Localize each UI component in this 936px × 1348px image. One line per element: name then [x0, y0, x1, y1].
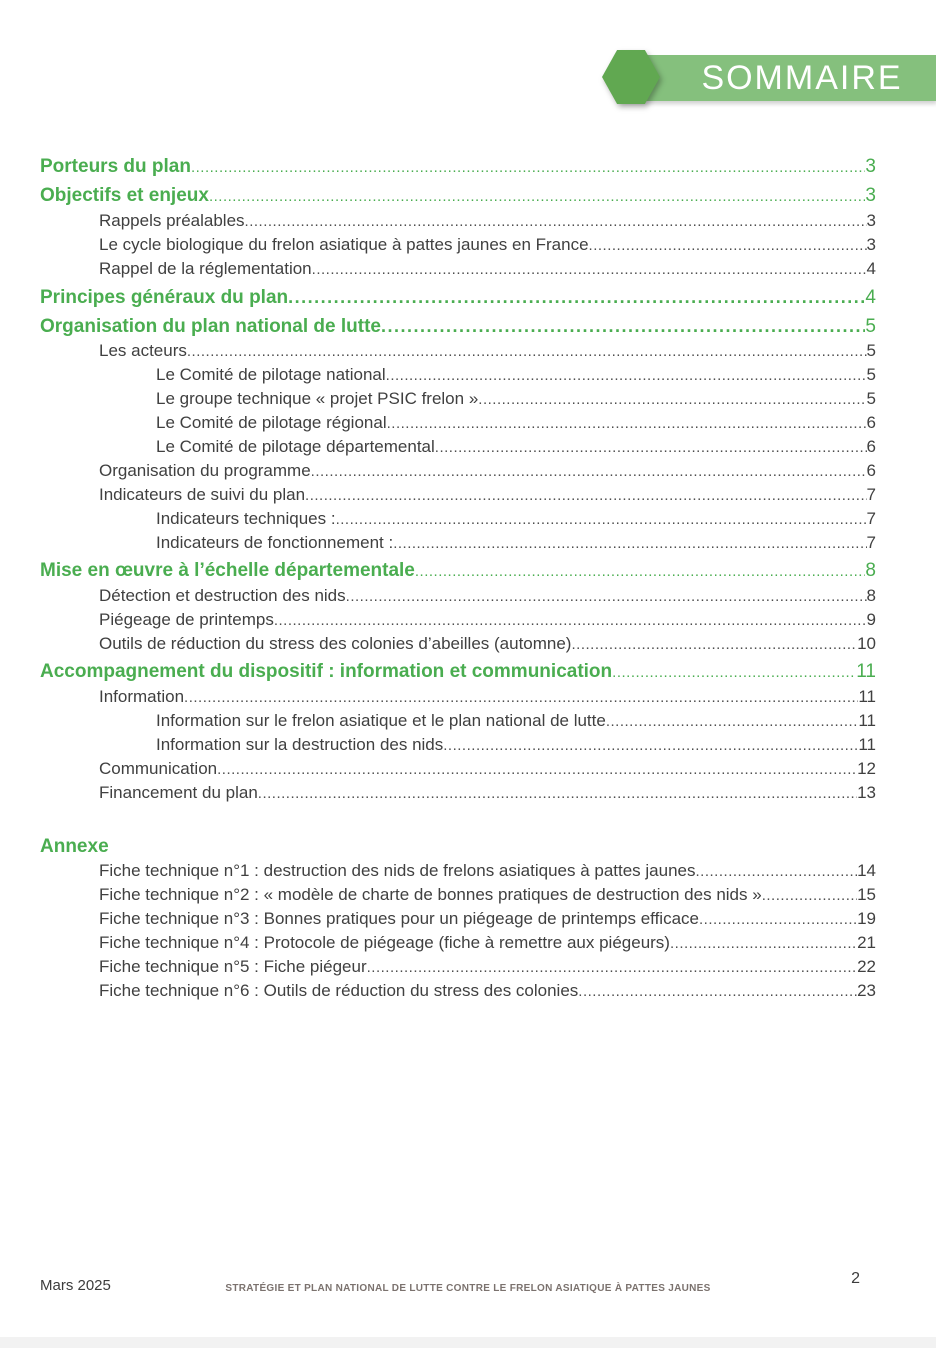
- toc-leader-dots: [274, 609, 867, 632]
- toc-entry-label: Fiche technique n°4 : Protocole de piégeage (fiche à remettre aux piégeurs): [99, 933, 670, 952]
- toc-entry[interactable]: [40, 859, 876, 883]
- toc-entry-label: Fiche technique n°6 : Outils de réduction du stress des colonies: [99, 981, 579, 1000]
- toc-leader-dots: [288, 285, 865, 309]
- toc-entry[interactable]: [40, 387, 876, 411]
- toc-entry-page: 11: [858, 687, 876, 706]
- toc-entry-page: 5: [865, 316, 876, 337]
- toc-entry-label: Rappels préalables: [99, 211, 245, 230]
- toc-entry[interactable]: [40, 155, 876, 180]
- toc-entry-page: 7: [866, 485, 876, 504]
- hexagon-shape: [602, 50, 660, 104]
- toc-entry-label: Le Comité de pilotage national: [156, 365, 386, 384]
- toc-leader-dots: [699, 908, 857, 931]
- toc-entry-page: 8: [866, 586, 876, 605]
- toc-entry[interactable]: [40, 685, 876, 709]
- toc-entry-page: 7: [866, 509, 876, 528]
- toc-entry[interactable]: [40, 184, 876, 209]
- toc-leader-dots: [217, 758, 857, 781]
- toc-entry-label: Rappel de la réglementation: [99, 259, 312, 278]
- toc-entry-label: Porteurs du plan: [40, 156, 191, 177]
- toc-entry-label: Organisation du plan national de lutte: [40, 316, 381, 337]
- toc-entry-label: Le cycle biologique du frelon asiatique à pattes jaunes en France: [99, 235, 589, 254]
- toc-entry[interactable]: [40, 955, 876, 979]
- toc-entry-label: Objectifs et enjeux: [40, 185, 209, 206]
- toc-entry[interactable]: [40, 314, 876, 339]
- toc-entry-page: 5: [866, 341, 876, 360]
- toc-entry-page: 10: [857, 634, 876, 653]
- toc-leader-dots: [589, 234, 867, 257]
- toc-leader-dots: [443, 734, 858, 757]
- hexagon-icon: [602, 50, 660, 104]
- toc-entry-page: 9: [866, 610, 876, 629]
- toc-entry-label: Outils de réduction du stress des colonies d’abeilles (automne): [99, 634, 572, 653]
- toc-entry-page: 3: [866, 211, 876, 230]
- toc-entry-page: 14: [857, 861, 876, 880]
- footer-date: Mars 2025: [40, 1277, 111, 1294]
- toc-entry-page: 6: [866, 461, 876, 480]
- toc-entry-page: 4: [866, 259, 876, 278]
- toc-entry-page: 4: [865, 287, 876, 308]
- toc-entry-page: 11: [856, 661, 876, 682]
- toc-leader-dots: [336, 508, 867, 531]
- toc-entry-page: 11: [858, 735, 876, 754]
- toc-entry-page: 3: [866, 235, 876, 254]
- toc-leader-dots: [184, 686, 858, 709]
- toc-leader-dots: [696, 860, 858, 883]
- toc-entry[interactable]: [40, 435, 876, 459]
- toc-entry-label: Accompagnement du dispositif : information et communication: [40, 661, 613, 682]
- toc-leader-dots: [311, 460, 867, 483]
- toc-leader-dots: [435, 436, 867, 459]
- toc-leader-dots: [305, 484, 867, 507]
- page-title: SOMMAIRE: [701, 58, 903, 97]
- toc-entry[interactable]: [40, 531, 876, 555]
- toc-leader-dots: [386, 364, 867, 387]
- toc-leader-dots: [367, 956, 857, 979]
- toc-leader-dots: [571, 633, 857, 656]
- toc-entry-label: Annexe: [40, 836, 109, 857]
- toc-entry[interactable]: [40, 733, 876, 757]
- toc-leader-dots: [387, 412, 867, 435]
- toc: [40, 151, 876, 1003]
- toc-entry-page: 15: [857, 885, 876, 904]
- toc-entry[interactable]: [40, 285, 876, 310]
- toc-entry[interactable]: [40, 559, 876, 584]
- toc-entry-page: 13: [857, 783, 876, 802]
- toc-entry-label: Fiche technique n°5 : Fiche piégeur: [99, 957, 367, 976]
- toc-entry-page: 22: [857, 957, 876, 976]
- toc-entry[interactable]: [40, 483, 876, 507]
- toc-entry[interactable]: [40, 835, 876, 859]
- toc-entry-label: Information sur le frelon asiatique et le plan national de lutte: [156, 711, 606, 730]
- toc-leader-dots: [209, 185, 865, 209]
- toc-entry[interactable]: [40, 233, 876, 257]
- toc-entry-page: 3: [865, 185, 876, 206]
- toc-leader-dots: [381, 314, 865, 338]
- toc-entry-label: Fiche technique n°2 : « modèle de charte de bonnes pratiques de destruction des nids »: [99, 885, 762, 904]
- footer-page-number: 2: [851, 1270, 860, 1287]
- toc-leader-dots: [191, 156, 865, 180]
- toc-entry-label: Indicateurs de suivi du plan: [99, 485, 306, 504]
- toc-leader-dots: [670, 932, 857, 955]
- footer-doc-title: STRATÉGIE ET PLAN NATIONAL DE LUTTE CONTRE LE FRELON ASIATIQUE À PATTES JAUNES: [225, 1283, 711, 1294]
- toc-entry[interactable]: [40, 931, 876, 955]
- toc-leader-dots: [612, 661, 856, 685]
- toc-entry[interactable]: [40, 781, 876, 805]
- page-bottom-edge: [0, 1337, 936, 1348]
- toc-leader-dots: [258, 782, 857, 805]
- toc-leader-dots: [245, 210, 867, 233]
- toc-leader-dots: [346, 585, 867, 608]
- toc-entry-label: Organisation du programme: [99, 461, 311, 480]
- toc-entry-page: 11: [858, 711, 876, 730]
- toc-leader-dots: [393, 532, 866, 555]
- toc-leader-dots: [578, 980, 857, 1003]
- toc-entry[interactable]: [40, 883, 876, 907]
- toc-entry[interactable]: [40, 584, 876, 608]
- toc-entry-page: 21: [857, 933, 876, 952]
- toc-entry-page: 23: [857, 981, 876, 1000]
- toc-entry-page: 12: [857, 759, 876, 778]
- toc-entry-label: Indicateurs techniques :: [156, 509, 336, 528]
- toc-leader-dots: [762, 884, 857, 907]
- toc-entry-label: Le Comité de pilotage départemental: [156, 437, 435, 456]
- toc-entry-label: Principes généraux du plan: [40, 287, 289, 308]
- toc-entry-page: 7: [866, 533, 876, 552]
- toc-entry-label: Indicateurs de fonctionnement :: [156, 533, 394, 552]
- toc-entry-page: 6: [866, 437, 876, 456]
- toc-entry-label: Mise en œuvre à l’échelle départementale: [40, 560, 415, 581]
- toc-entry-label: Détection et destruction des nids: [99, 586, 346, 605]
- toc-entry[interactable]: [40, 632, 876, 656]
- toc-entry-page: 5: [866, 365, 876, 384]
- toc-entry-page: 5: [866, 389, 876, 408]
- toc-entry[interactable]: [40, 411, 876, 435]
- toc-entry-page: 8: [865, 560, 876, 581]
- toc-entry-label: Les acteurs: [99, 341, 187, 360]
- toc-entry[interactable]: [40, 209, 876, 233]
- toc-entry-label: Communication: [99, 759, 218, 778]
- toc-entry-label: Fiche technique n°3 : Bonnes pratiques pour un piégeage de printemps efficace: [99, 909, 699, 928]
- toc-entry-page: 3: [865, 156, 876, 177]
- sommaire-banner: [620, 55, 936, 101]
- toc-entry[interactable]: [40, 507, 876, 531]
- toc-entry-label: Piégeage de printemps: [99, 610, 274, 629]
- toc-entry-label: Information: [99, 687, 185, 706]
- toc-entry[interactable]: [40, 709, 876, 733]
- toc-entry-page: 6: [866, 413, 876, 432]
- toc-entry[interactable]: [40, 608, 876, 632]
- toc-entry[interactable]: [40, 459, 876, 483]
- toc-leader-dots: [415, 560, 866, 584]
- toc-entry-page: 19: [857, 909, 876, 928]
- toc-entry-label: Le groupe technique « projet PSIC frelon »: [156, 389, 479, 408]
- toc-entry[interactable]: [40, 660, 876, 685]
- toc-entry[interactable]: [40, 907, 876, 931]
- toc-entry-label: Information sur la destruction des nids: [156, 735, 444, 754]
- toc-leader-dots: [187, 340, 867, 363]
- toc-entry[interactable]: [40, 757, 876, 781]
- toc-entry[interactable]: [40, 339, 876, 363]
- toc-leader-dots: [606, 710, 859, 733]
- toc-leader-dots: [312, 258, 867, 281]
- toc-entry-label: Fiche technique n°1 : destruction des nids de frelons asiatiques à pattes jaunes: [99, 861, 696, 880]
- toc-entry-label: Le Comité de pilotage régional: [156, 413, 387, 432]
- toc-leader-dots: [478, 388, 866, 411]
- toc-entry[interactable]: [40, 363, 876, 387]
- toc-entry[interactable]: [40, 257, 876, 281]
- toc-entry[interactable]: [40, 979, 876, 1003]
- toc-entry-label: Financement du plan: [99, 783, 258, 802]
